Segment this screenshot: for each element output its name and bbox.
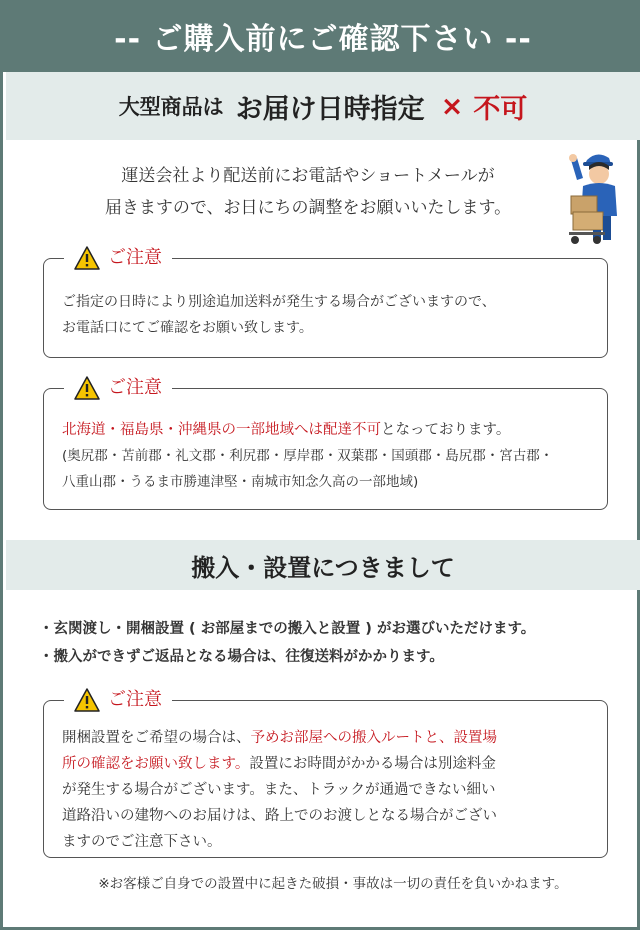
notice2-line-2: (奥尻郡・苫前郡・礼文郡・利尻郡・厚岸郡・双葉郡・国頭郡・島尻郡・宮古郡・: [62, 448, 554, 464]
intro-line-1: 運送会社より配送前にお電話やショートメールが: [121, 166, 495, 186]
notice-body: [62, 417, 595, 495]
notice-title: ご注意: [108, 247, 162, 268]
delivery-worker-icon: [563, 150, 625, 246]
notice-box-installation: [43, 689, 608, 858]
notice2-line-1: [62, 417, 595, 443]
notice3-line-5: ますのでご注意下さい。: [62, 834, 222, 850]
notice-heading: [64, 374, 172, 402]
warning-triangle-icon: [74, 376, 100, 400]
notice2-line-3: 八重山郡・うるま市勝連津堅・南城市知念久高の一部地域): [62, 474, 419, 490]
notice3-red-text: 所の確認をお願い致します。: [62, 756, 250, 772]
notice3-line-3: が発生する場合がございます。また、トラックが通過できない細い: [62, 782, 496, 798]
notice3-line-1-text: 開梱設置をご希望の場合は、: [62, 730, 251, 746]
installation-banner: 搬入・設置につきまして: [6, 540, 640, 590]
cross-icon: ×: [440, 90, 464, 122]
delivery-banner-prefix: 大型商品は: [118, 95, 224, 119]
warning-triangle-icon: [74, 246, 100, 270]
notice3-line-1: [62, 725, 595, 751]
notice3-line-2: [62, 751, 595, 777]
delivery-banner-status: 不可: [473, 93, 528, 125]
notice-body: [62, 289, 595, 341]
warning-triangle-icon: [74, 688, 100, 712]
installation-bullets: [39, 615, 619, 671]
notice1-line-1: ご指定の日時により別途追加送料が発生する場合がございますので、: [62, 294, 496, 310]
notice-box-region: [43, 377, 608, 510]
page-title: -- ご購入前にご確認下さい --: [3, 0, 640, 72]
notice2-red-text: 北海道・福島県・沖縄県の一部地域へは配達不可: [62, 422, 381, 438]
notice1-line-2: お電話口にてご確認をお願い致します。: [62, 320, 313, 336]
delivery-banner-main: お届け日時指定: [235, 93, 425, 125]
delivery-date-banner: [6, 72, 640, 140]
notice-heading: [64, 244, 172, 272]
intro-line-2: 届きますので、お日にちの調整をお願いいたします。: [104, 198, 512, 218]
notice-body: [62, 725, 595, 855]
notice3-line-4: 道路沿いの建物へのお届けは、路上でのお渡しとなる場合がござい: [62, 808, 497, 824]
notice3-line-2-rest: 設置にお時間がかかる場合は別途料金: [249, 756, 496, 772]
notice2-line-1-rest: となっております。: [381, 422, 511, 438]
notice-heading: [64, 686, 172, 714]
intro-text: [43, 160, 573, 224]
notice-title: ご注意: [108, 689, 162, 710]
notice-box-date: [43, 247, 608, 358]
notice-title: ご注意: [108, 377, 162, 398]
bullet-item: ・搬入ができずご返品となる場合は、往復送料がかかります。: [39, 649, 444, 665]
footnote: ※お客様ご自身での設置中に起きた破損・事故は一切の責任を負いかねます。: [98, 876, 568, 892]
bullet-item: ・玄関渡し・開梱設置 ( お部屋までの搬入と設置 ) がお選びいただけます。: [39, 621, 536, 637]
notice3-red-text: 予めお部屋への搬入ルートと、設置場: [250, 730, 497, 746]
